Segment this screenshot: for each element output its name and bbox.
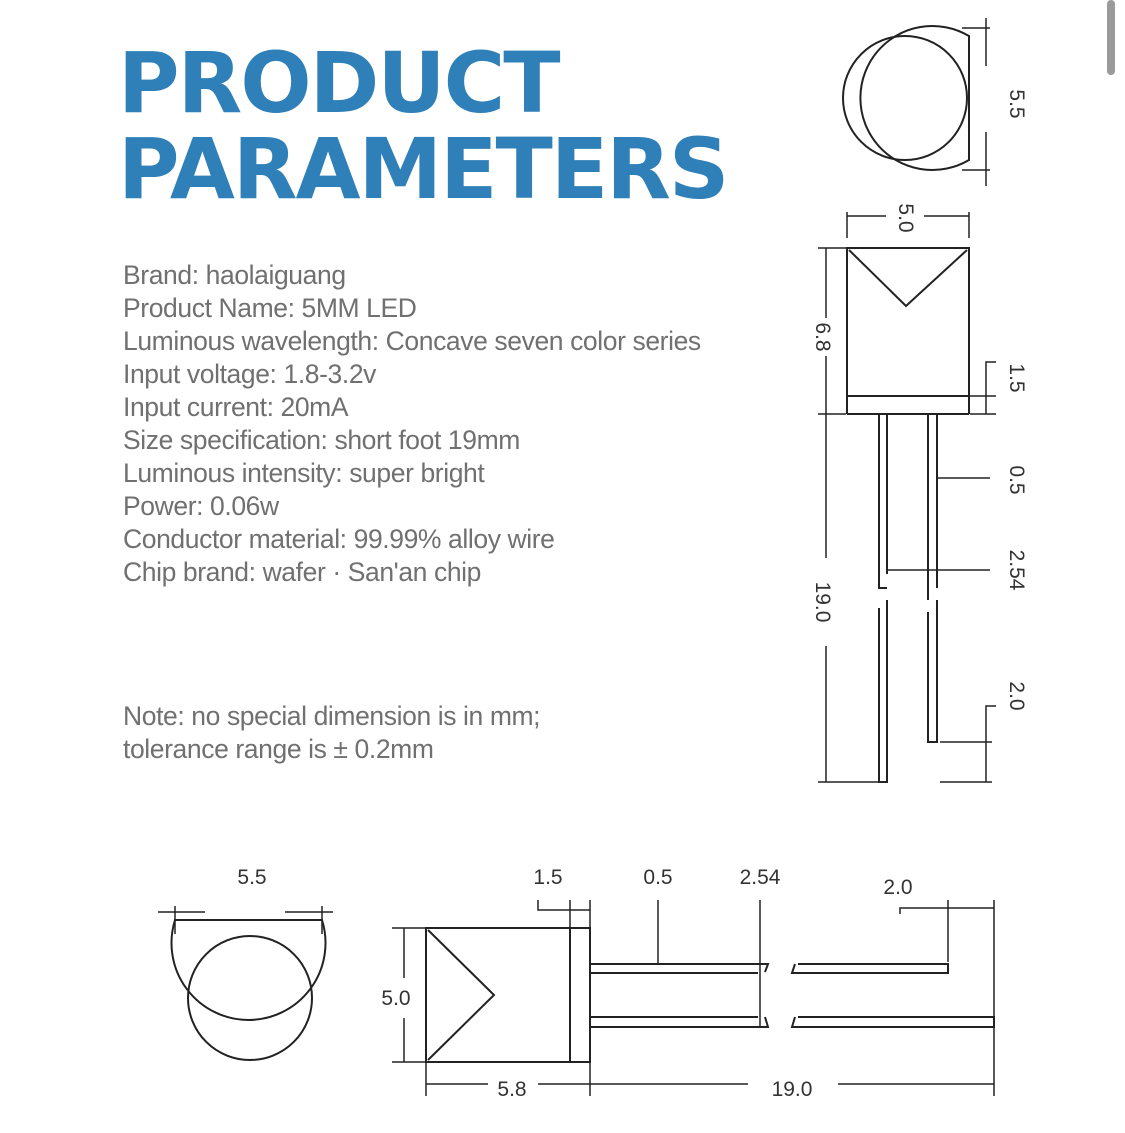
dim-side-flange: 1.5 [1005,363,1028,393]
dim-side-lead-width: 0.5 [1005,465,1028,495]
dim-bottom-diameter: 5.5 [237,866,267,889]
note-line-1: Note: no special dimension is in mm; [123,701,541,731]
title-line-2: PARAMETERS [118,120,728,218]
spec-voltage: Input voltage: 1.8-3.2v [123,359,377,389]
dim-side-lead-diff: 2.0 [1005,681,1028,711]
spec-size: Size specification: short foot 19mm [123,425,520,455]
spec-conductor: Conductor material: 99.99% alloy wire [123,524,555,554]
spec-intensity: Luminous intensity: super bright [123,458,485,488]
dim-bottom-lead-pitch: 2.54 [739,866,781,889]
dim-bottom-lead-width: 0.5 [643,866,673,889]
dim-side-lead-pitch: 2.54 [1005,549,1028,591]
dim-top-diameter: 5.5 [1005,89,1028,119]
title-line-1: PRODUCT [118,34,559,132]
note-line-2: tolerance range is ± 0.2mm [123,734,434,764]
scrollbar-thumb[interactable] [1107,0,1115,75]
bottom-side-view [381,866,994,1101]
top-view [843,18,1028,186]
spec-product-name: Product Name: 5MM LED [123,293,417,323]
dim-bottom-body-length: 5.8 [497,1078,527,1101]
side-view [811,203,1028,782]
spec-current: Input current: 20mA [123,392,349,422]
dim-bottom-lead-length: 19.0 [771,1078,813,1101]
dim-side-width: 5.0 [894,203,917,233]
dim-side-height: 6.8 [811,322,834,352]
dim-side-lead-length: 19.0 [811,581,834,623]
spec-power: Power: 0.06w [123,491,279,521]
dim-bottom-body-diameter: 5.0 [381,987,411,1010]
spec-brand: Brand: haolaiguang [123,260,346,290]
spec-wavelength: Luminous wavelength: Concave seven color series [123,326,701,356]
dim-bottom-lead-diff: 2.0 [883,876,913,899]
bottom-round-view [158,866,333,1060]
spec-chip: Chip brand: wafer · San'an chip [123,557,481,587]
dim-bottom-flange: 1.5 [533,866,563,889]
